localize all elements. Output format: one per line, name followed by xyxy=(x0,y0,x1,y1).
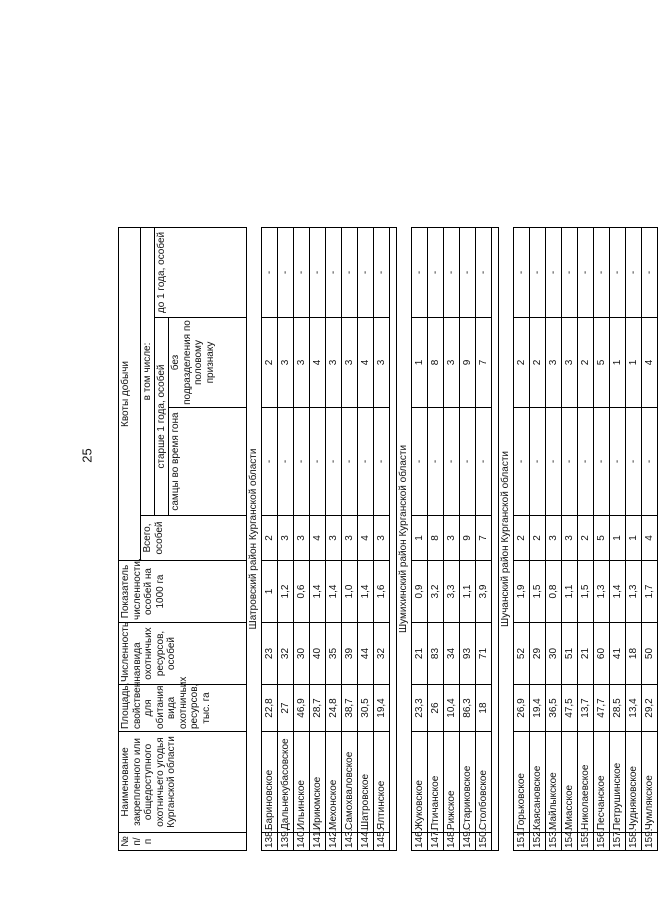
cell-area: 13,7 xyxy=(578,685,594,732)
table-row xyxy=(342,68,358,851)
cell-num: 142. xyxy=(326,833,342,851)
table-row xyxy=(326,68,342,851)
cell-total: 3 xyxy=(562,516,578,561)
cell-name: Чумлякское xyxy=(642,732,658,833)
cell-population: 40 xyxy=(310,623,326,685)
cell-population: 60 xyxy=(594,623,610,685)
cell-density: 1,1 xyxy=(460,561,476,623)
cell-population: 21 xyxy=(412,623,428,685)
cell-density: 3,9 xyxy=(476,561,492,623)
cell-density: 1,3 xyxy=(626,561,642,623)
cell-num: 145. xyxy=(374,833,390,851)
cell-num: 148. xyxy=(444,833,460,851)
cell-total: 4 xyxy=(310,516,326,561)
cell-name: Горьковское xyxy=(514,732,530,833)
cell-num: 150. xyxy=(476,833,492,851)
header-young: до 1 года, особей xyxy=(155,227,247,317)
cell-males: - xyxy=(594,408,610,516)
cell-total: 7 xyxy=(476,516,492,561)
cell-young: - xyxy=(530,227,546,317)
table-row xyxy=(444,68,460,851)
table-row xyxy=(562,68,578,851)
table-row xyxy=(412,68,428,851)
cell-total: 9 xyxy=(460,516,476,561)
cell-area: 38,7 xyxy=(342,685,358,732)
cell-area: 23,3 xyxy=(412,685,428,732)
cell-population: 23 xyxy=(262,623,278,685)
cell-population: 44 xyxy=(358,623,374,685)
cell-area: 10,4 xyxy=(444,685,460,732)
page-number: 25 xyxy=(79,448,95,463)
cell-males: - xyxy=(326,408,342,516)
group-spacer xyxy=(492,68,499,851)
cell-num: 158. xyxy=(626,833,642,851)
table-row xyxy=(278,68,294,851)
cell-males: - xyxy=(562,408,578,516)
cell-young: - xyxy=(428,227,444,317)
cell-population: 35 xyxy=(326,623,342,685)
cell-young: - xyxy=(342,227,358,317)
cell-area: 28,7 xyxy=(310,685,326,732)
cell-males: - xyxy=(310,408,326,516)
cell-young: - xyxy=(626,227,642,317)
cell-total: 8 xyxy=(428,516,444,561)
cell-males: - xyxy=(642,408,658,516)
district-row xyxy=(397,68,412,851)
cell-num: 147. xyxy=(428,833,444,851)
cell-density: 0,6 xyxy=(294,561,310,623)
cell-young: - xyxy=(578,227,594,317)
cell-males: - xyxy=(626,408,642,516)
cell-density: 1,6 xyxy=(374,561,390,623)
cell-density: 1,4 xyxy=(610,561,626,623)
rotated-table-container xyxy=(118,68,655,851)
district-heading: Шатровский район Курганской области xyxy=(247,227,262,850)
cell-population: 39 xyxy=(342,623,358,685)
cell-area: 24,8 xyxy=(326,685,342,732)
cell-total: 3 xyxy=(546,516,562,561)
cell-young: - xyxy=(262,227,278,317)
cell-nosex: 3 xyxy=(546,318,562,408)
cell-nosex: 2 xyxy=(262,318,278,408)
cell-name: Самохваловское xyxy=(342,732,358,833)
table-row xyxy=(294,68,310,851)
table-row xyxy=(514,68,530,851)
cell-density: 1,9 xyxy=(514,561,530,623)
cell-num: 154. xyxy=(562,833,578,851)
cell-num: 151. xyxy=(514,833,530,851)
cell-name: Ильинское xyxy=(294,732,310,833)
cell-area: 26,9 xyxy=(514,685,530,732)
cell-young: - xyxy=(294,227,310,317)
cell-area: 47,5 xyxy=(562,685,578,732)
table-row xyxy=(530,68,546,851)
cell-density: 1,1 xyxy=(562,561,578,623)
cell-name: Майлыкское xyxy=(546,732,562,833)
cell-young: - xyxy=(546,227,562,317)
table-row xyxy=(374,68,390,851)
cell-nosex: 3 xyxy=(278,318,294,408)
cell-population: 21 xyxy=(578,623,594,685)
cell-total: 3 xyxy=(294,516,310,561)
cell-young: - xyxy=(562,227,578,317)
cell-area: 46,9 xyxy=(294,685,310,732)
cell-nosex: 3 xyxy=(374,318,390,408)
cell-nosex: 3 xyxy=(326,318,342,408)
cell-males: - xyxy=(610,408,626,516)
cell-num: 138. xyxy=(262,833,278,851)
cell-name: Чудняковское xyxy=(626,732,642,833)
cell-population: 41 xyxy=(610,623,626,685)
cell-area: 26 xyxy=(428,685,444,732)
district-heading: Шучанский район Курганской области xyxy=(499,227,514,850)
cell-total: 2 xyxy=(514,516,530,561)
cell-num: 140. xyxy=(294,833,310,851)
table-row xyxy=(546,68,562,851)
cell-density: 1,5 xyxy=(530,561,546,623)
cell-total: 2 xyxy=(578,516,594,561)
cell-young: - xyxy=(326,227,342,317)
cell-young: - xyxy=(412,227,428,317)
cell-nosex: 7 xyxy=(476,318,492,408)
cell-num: 157. xyxy=(610,833,626,851)
cell-young: - xyxy=(642,227,658,317)
cell-population: 34 xyxy=(444,623,460,685)
cell-name: Жуковское xyxy=(412,732,428,833)
cell-name: Дальнекубасовское xyxy=(278,732,294,833)
cell-males: - xyxy=(358,408,374,516)
cell-population: 52 xyxy=(514,623,530,685)
cell-area: 22,8 xyxy=(262,685,278,732)
cell-total: 4 xyxy=(358,516,374,561)
cell-area: 86,3 xyxy=(460,685,476,732)
cell-males: - xyxy=(412,408,428,516)
cell-population: 30 xyxy=(294,623,310,685)
cell-area: 47,7 xyxy=(594,685,610,732)
cell-males: - xyxy=(530,408,546,516)
cell-name: Птичанское xyxy=(428,732,444,833)
cell-young: - xyxy=(460,227,476,317)
cell-density: 1,2 xyxy=(278,561,294,623)
cell-population: 32 xyxy=(278,623,294,685)
cell-total: 4 xyxy=(642,516,658,561)
cell-young: - xyxy=(594,227,610,317)
cell-num: 139. xyxy=(278,833,294,851)
cell-num: 146. xyxy=(412,833,428,851)
cell-density: 1,4 xyxy=(358,561,374,623)
header-including: в том числе: xyxy=(141,227,155,515)
spacer-cell xyxy=(492,227,499,850)
cell-nosex: 2 xyxy=(578,318,594,408)
cell-total: 5 xyxy=(594,516,610,561)
cell-num: 144. xyxy=(358,833,374,851)
cell-nosex: 2 xyxy=(514,318,530,408)
header-quota-group: Квоты добычи xyxy=(119,227,141,560)
header-population: Численность вида охотничьих ресурсов, особей xyxy=(119,623,247,685)
cell-males: - xyxy=(342,408,358,516)
cell-nosex: 8 xyxy=(428,318,444,408)
cell-nosex: 3 xyxy=(342,318,358,408)
cell-name: Песчанское xyxy=(594,732,610,833)
cell-males: - xyxy=(476,408,492,516)
cell-area: 36,5 xyxy=(546,685,562,732)
cell-nosex: 3 xyxy=(444,318,460,408)
cell-population: 32 xyxy=(374,623,390,685)
cell-males: - xyxy=(546,408,562,516)
cell-density: 3,3 xyxy=(444,561,460,623)
cell-males: - xyxy=(428,408,444,516)
cell-num: 153. xyxy=(546,833,562,851)
cell-area: 27 xyxy=(278,685,294,732)
group-spacer xyxy=(390,68,397,851)
table-row xyxy=(262,68,278,851)
cell-young: - xyxy=(444,227,460,317)
cell-nosex: 4 xyxy=(642,318,658,408)
cell-num: 152. xyxy=(530,833,546,851)
cell-area: 18 xyxy=(476,685,492,732)
cell-density: 1,4 xyxy=(310,561,326,623)
table-row xyxy=(428,68,444,851)
cell-area: 19,4 xyxy=(530,685,546,732)
cell-nosex: 5 xyxy=(594,318,610,408)
table-row xyxy=(578,68,594,851)
cell-density: 1,0 xyxy=(342,561,358,623)
quota-table xyxy=(118,68,658,851)
cell-area: 29,2 xyxy=(642,685,658,732)
cell-num: 143. xyxy=(342,833,358,851)
cell-num: 149. xyxy=(460,833,476,851)
cell-name: Шатровское xyxy=(358,732,374,833)
header-area: Площадь, свойственная для обитания вида охотничьих ресурсов, тыс. га xyxy=(119,685,247,732)
cell-population: 18 xyxy=(626,623,642,685)
cell-total: 3 xyxy=(278,516,294,561)
cell-young: - xyxy=(358,227,374,317)
cell-nosex: 3 xyxy=(294,318,310,408)
table-row xyxy=(610,68,626,851)
cell-young: - xyxy=(610,227,626,317)
cell-population: 71 xyxy=(476,623,492,685)
district-row xyxy=(247,68,262,851)
district-row xyxy=(499,68,514,851)
header-density: Показатель численности, особей на 1000 га xyxy=(119,561,247,623)
cell-males: - xyxy=(460,408,476,516)
cell-young: - xyxy=(514,227,530,317)
cell-name: Николаевское xyxy=(578,732,594,833)
cell-young: - xyxy=(476,227,492,317)
cell-population: 50 xyxy=(642,623,658,685)
cell-total: 2 xyxy=(530,516,546,561)
table-row xyxy=(476,68,492,851)
cell-population: 83 xyxy=(428,623,444,685)
table-row xyxy=(594,68,610,851)
cell-males: - xyxy=(262,408,278,516)
cell-name: Петрушинское xyxy=(610,732,626,833)
cell-males: - xyxy=(444,408,460,516)
cell-nosex: 3 xyxy=(562,318,578,408)
header-name: Наименование закрепленного или общедоступного охотничьего угодья Курганской области xyxy=(119,732,247,833)
cell-num: 159. xyxy=(642,833,658,851)
cell-name: Бариновское xyxy=(262,732,278,833)
cell-area: 19,4 xyxy=(374,685,390,732)
district-heading: Шумихинский район Курганской области xyxy=(397,227,412,850)
cell-name: Каясановское xyxy=(530,732,546,833)
cell-males: - xyxy=(294,408,310,516)
cell-population: 93 xyxy=(460,623,476,685)
cell-young: - xyxy=(310,227,326,317)
cell-name: Стариковское xyxy=(460,732,476,833)
cell-area: 28,5 xyxy=(610,685,626,732)
table-row xyxy=(358,68,374,851)
cell-name: Мехонское xyxy=(326,732,342,833)
cell-nosex: 9 xyxy=(460,318,476,408)
cell-total: 3 xyxy=(374,516,390,561)
cell-density: 0,8 xyxy=(546,561,562,623)
cell-density: 1,4 xyxy=(326,561,342,623)
cell-males: - xyxy=(374,408,390,516)
cell-total: 2 xyxy=(262,516,278,561)
table-row xyxy=(310,68,326,851)
cell-total: 3 xyxy=(444,516,460,561)
cell-name: Рижское xyxy=(444,732,460,833)
header-males: самцы во время гона xyxy=(169,408,247,516)
cell-density: 0,9 xyxy=(412,561,428,623)
header-total: Всего, особей xyxy=(141,516,247,561)
cell-males: - xyxy=(278,408,294,516)
cell-nosex: 1 xyxy=(610,318,626,408)
cell-num: 155. xyxy=(578,833,594,851)
cell-nosex: 4 xyxy=(358,318,374,408)
cell-population: 29 xyxy=(530,623,546,685)
cell-density: 3,2 xyxy=(428,561,444,623)
cell-nosex: 4 xyxy=(310,318,326,408)
cell-nosex: 1 xyxy=(626,318,642,408)
cell-males: - xyxy=(578,408,594,516)
cell-num: 141. xyxy=(310,833,326,851)
cell-total: 3 xyxy=(342,516,358,561)
cell-total: 1 xyxy=(610,516,626,561)
header-num: № п/п xyxy=(119,833,247,851)
cell-num: 156. xyxy=(594,833,610,851)
table-row xyxy=(626,68,642,851)
cell-total: 1 xyxy=(412,516,428,561)
cell-density: 1 xyxy=(262,561,278,623)
cell-name: Ялтинское xyxy=(374,732,390,833)
cell-area: 30,5 xyxy=(358,685,374,732)
cell-young: - xyxy=(374,227,390,317)
cell-density: 1,5 xyxy=(578,561,594,623)
cell-density: 1,7 xyxy=(642,561,658,623)
cell-population: 51 xyxy=(562,623,578,685)
header-older: старше 1 года, особей xyxy=(155,318,169,516)
cell-density: 1,3 xyxy=(594,561,610,623)
cell-nosex: 1 xyxy=(412,318,428,408)
table-row xyxy=(642,68,658,851)
cell-young: - xyxy=(278,227,294,317)
spacer-cell xyxy=(390,227,397,850)
cell-nosex: 2 xyxy=(530,318,546,408)
table-row xyxy=(460,68,476,851)
quota-table-body xyxy=(247,68,658,851)
cell-total: 1 xyxy=(626,516,642,561)
cell-area: 13,4 xyxy=(626,685,642,732)
cell-total: 3 xyxy=(326,516,342,561)
cell-name: Ириюмское xyxy=(310,732,326,833)
cell-males: - xyxy=(514,408,530,516)
cell-population: 30 xyxy=(546,623,562,685)
cell-name: Столбовское xyxy=(476,732,492,833)
header-nosex: без подразделения по половому признаку xyxy=(169,318,247,408)
cell-name: Миасское xyxy=(562,732,578,833)
